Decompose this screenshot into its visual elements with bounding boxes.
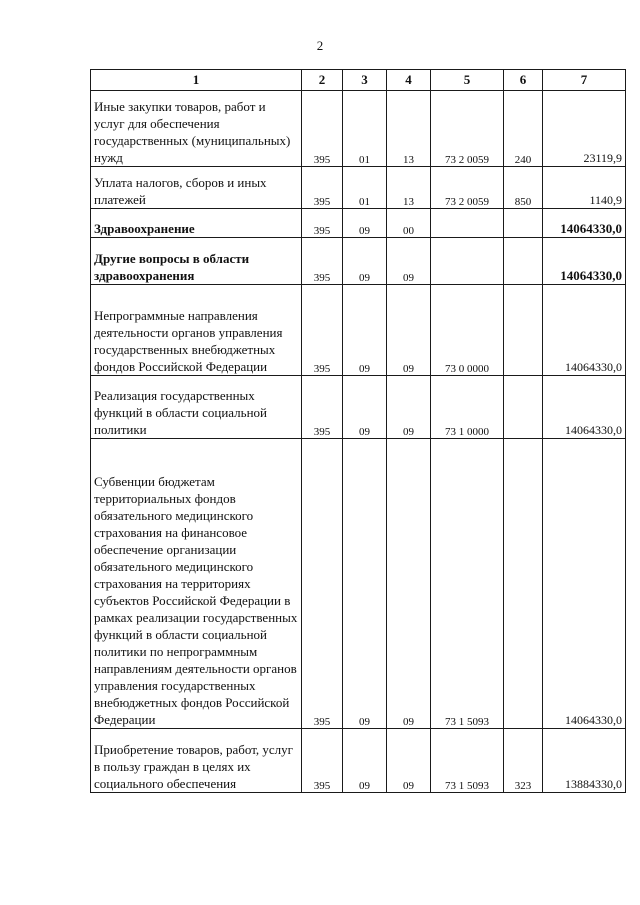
row-target-article: 73 1 0000	[431, 376, 504, 439]
row-target-article: 73 2 0059	[431, 167, 504, 209]
column-header: 2	[302, 70, 343, 91]
row-name: Другие вопросы в области здравоохранения	[91, 238, 302, 285]
row-subsection: 13	[387, 167, 431, 209]
page-number: 2	[316, 38, 324, 53]
row-expense-type	[504, 376, 543, 439]
row-name: Здравоохранение	[91, 209, 302, 238]
row-name: Иные закупки товаров, работ и услуг для обеспечения государственных (муниципальных) нужд	[91, 91, 302, 167]
row-expense-type	[504, 439, 543, 729]
column-header: 4	[387, 70, 431, 91]
row-grbs: 395	[302, 209, 343, 238]
table-row	[91, 209, 626, 238]
row-target-article: 73 2 0059	[431, 91, 504, 167]
row-target-article: 73 1 5093	[431, 439, 504, 729]
row-name: Реализация государственных функций в области социальной политики	[91, 376, 302, 439]
row-amount: 14064330,0	[543, 439, 626, 729]
row-section: 09	[343, 729, 387, 793]
row-section: 09	[343, 376, 387, 439]
row-expense-type	[504, 209, 543, 238]
row-grbs: 395	[302, 238, 343, 285]
row-target-article	[431, 209, 504, 238]
row-subsection: 09	[387, 376, 431, 439]
header-row	[91, 70, 626, 91]
column-header: 6	[504, 70, 543, 91]
row-subsection: 00	[387, 209, 431, 238]
row-name: Непрограммные направления деятельности органов управления государственных внебюджетных фондов Российской Федерации	[91, 285, 302, 376]
row-section: 09	[343, 439, 387, 729]
row-section: 01	[343, 91, 387, 167]
row-grbs: 395	[302, 376, 343, 439]
table-row	[91, 167, 626, 209]
row-target-article: 73 1 5093	[431, 729, 504, 793]
column-header: 3	[343, 70, 387, 91]
row-section: 01	[343, 167, 387, 209]
row-subsection: 09	[387, 439, 431, 729]
budget-table	[90, 69, 626, 793]
row-grbs: 395	[302, 285, 343, 376]
row-amount: 14064330,0	[543, 209, 626, 238]
row-amount: 23119,9	[543, 91, 626, 167]
row-grbs: 395	[302, 729, 343, 793]
table-row	[91, 439, 626, 729]
row-grbs: 395	[302, 167, 343, 209]
row-name: Субвенции бюджетам территориальных фондов обязательного медицинского страхования на финансовое обеспечение организации обязательного медицинского страхования на территориях субъектов Российской Федерации в рамках реализации государственных функций в области социальной политики по непрограммным направлениям деятельности органов управления государственных внебюджетных фондов Российской Федерации	[91, 439, 302, 729]
table-row	[91, 91, 626, 167]
row-target-article: 73 0 0000	[431, 285, 504, 376]
row-amount: 13884330,0	[543, 729, 626, 793]
row-target-article	[431, 238, 504, 285]
column-header: 7	[543, 70, 626, 91]
row-expense-type	[504, 238, 543, 285]
table-row	[91, 238, 626, 285]
row-name: Приобретение товаров, работ, услуг в пользу граждан в целях их социального обеспечения	[91, 729, 302, 793]
column-header: 1	[91, 70, 302, 91]
row-subsection: 09	[387, 238, 431, 285]
row-section: 09	[343, 209, 387, 238]
row-subsection: 09	[387, 729, 431, 793]
row-name: Уплата налогов, сборов и иных платежей	[91, 167, 302, 209]
row-amount: 14064330,0	[543, 285, 626, 376]
column-header: 5	[431, 70, 504, 91]
table-row	[91, 285, 626, 376]
row-section: 09	[343, 238, 387, 285]
row-subsection: 09	[387, 285, 431, 376]
row-section: 09	[343, 285, 387, 376]
table-row	[91, 729, 626, 793]
row-expense-type: 323	[504, 729, 543, 793]
row-expense-type	[504, 285, 543, 376]
row-amount: 1140,9	[543, 167, 626, 209]
row-grbs: 395	[302, 91, 343, 167]
row-amount: 14064330,0	[543, 376, 626, 439]
row-subsection: 13	[387, 91, 431, 167]
table-row	[91, 376, 626, 439]
row-expense-type: 850	[504, 167, 543, 209]
row-expense-type: 240	[504, 91, 543, 167]
row-grbs: 395	[302, 439, 343, 729]
row-amount: 14064330,0	[543, 238, 626, 285]
